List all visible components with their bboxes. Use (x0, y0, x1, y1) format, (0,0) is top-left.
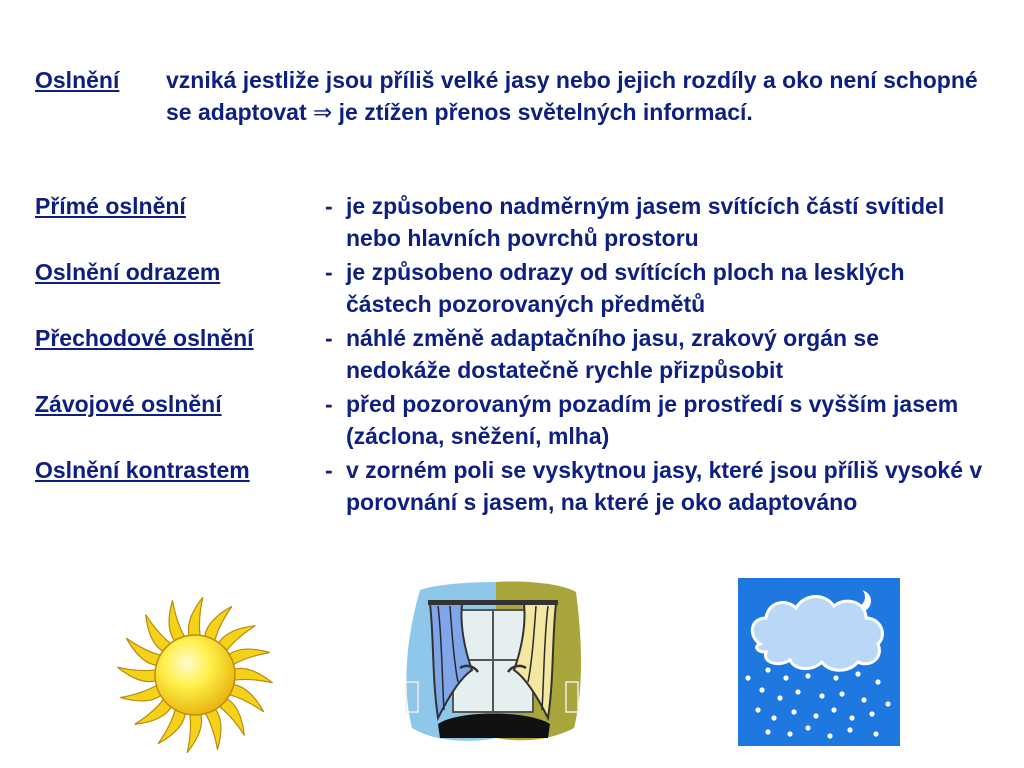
sun-clipart (112, 592, 278, 758)
snowflake (885, 701, 890, 706)
glare-row-transient (35, 322, 995, 386)
snowflake (795, 689, 800, 694)
implies-arrow: ⇒ (313, 99, 333, 125)
snowflake (791, 709, 796, 714)
dash: - (325, 193, 333, 219)
glare-description: je způsobeno odrazy od svítících ploch na lesklých částech pozorovaných předmětů (346, 259, 905, 317)
glare-row-contrast (35, 454, 995, 518)
dash: - (325, 325, 333, 351)
snowflake (805, 725, 810, 730)
dash: - (325, 457, 333, 483)
glare-term: Oslnění kontrastem (35, 457, 250, 483)
snowflake (745, 675, 750, 680)
snowflake (855, 671, 860, 676)
snow-cloud-clipart (738, 578, 900, 746)
snowflake (787, 731, 792, 736)
curtain-window-clipart (398, 578, 584, 746)
sun-ray (205, 708, 221, 750)
cloud-icon (752, 596, 882, 670)
glare-term: Závojové oslnění (35, 391, 222, 417)
snowflake (771, 715, 776, 720)
glare-row-veiling (35, 388, 995, 452)
snowflake (755, 707, 760, 712)
snowflake (805, 673, 810, 678)
glare-term: Přímé oslnění (35, 193, 186, 219)
snowflake (873, 731, 878, 736)
snowflake (869, 711, 874, 716)
glare-row-direct (35, 190, 995, 254)
snowflake (849, 715, 854, 720)
glare-description: před pozorovaným pozadím je prostředí s vyšším jasem (záclona, sněžení, mlha) (346, 391, 959, 449)
sun-ray (188, 597, 202, 637)
snowflake (875, 679, 880, 684)
glare-types-list (35, 190, 995, 520)
glare-description: náhlé změně adaptačního jasu, zrakový orgán se nedokáže dostatečně rychle přizpůsobit (346, 325, 880, 383)
sun-disc (155, 635, 235, 715)
definition-text-after: je ztížen přenos světelných informací. (338, 99, 753, 125)
sun-ray (187, 713, 201, 753)
snowflake (861, 697, 866, 702)
definition-text-before: vzniká jestliže jsou příliš velké jasy nebo jejich rozdíly a oko není schopné se adaptovat (166, 67, 978, 125)
glare-description: je způsobeno nadměrným jasem svítících částí svítidel nebo hlavních povrchů prostoru (346, 193, 945, 251)
snowflake (765, 667, 770, 672)
snowflake (765, 729, 770, 734)
snowflake (833, 675, 838, 680)
sun-ray (169, 600, 185, 642)
dash: - (325, 391, 333, 417)
glare-term: Přechodové oslnění (35, 325, 254, 351)
sun-ray (117, 667, 157, 681)
glare-term: Oslnění odrazem (35, 259, 221, 285)
snowflake (819, 693, 824, 698)
snowflake (813, 713, 818, 718)
snowflake (839, 691, 844, 696)
sun-ray (228, 649, 270, 665)
snowflake (759, 687, 764, 692)
definition-text (166, 64, 996, 128)
glare-row-reflected (35, 256, 995, 320)
snowflake (827, 733, 832, 738)
dash: - (325, 259, 333, 285)
snowflake (831, 707, 836, 712)
glare-description: v zorném poli se vyskytnou jasy, které jsou příliš vysoké v porovnání s jasem, na které je oko adaptováno (346, 457, 983, 515)
snowflake (783, 675, 788, 680)
sun-ray (233, 668, 273, 682)
snowflake (777, 695, 782, 700)
sun-ray (120, 685, 162, 701)
definition-term: Oslnění (35, 67, 120, 93)
snowflake (847, 727, 852, 732)
